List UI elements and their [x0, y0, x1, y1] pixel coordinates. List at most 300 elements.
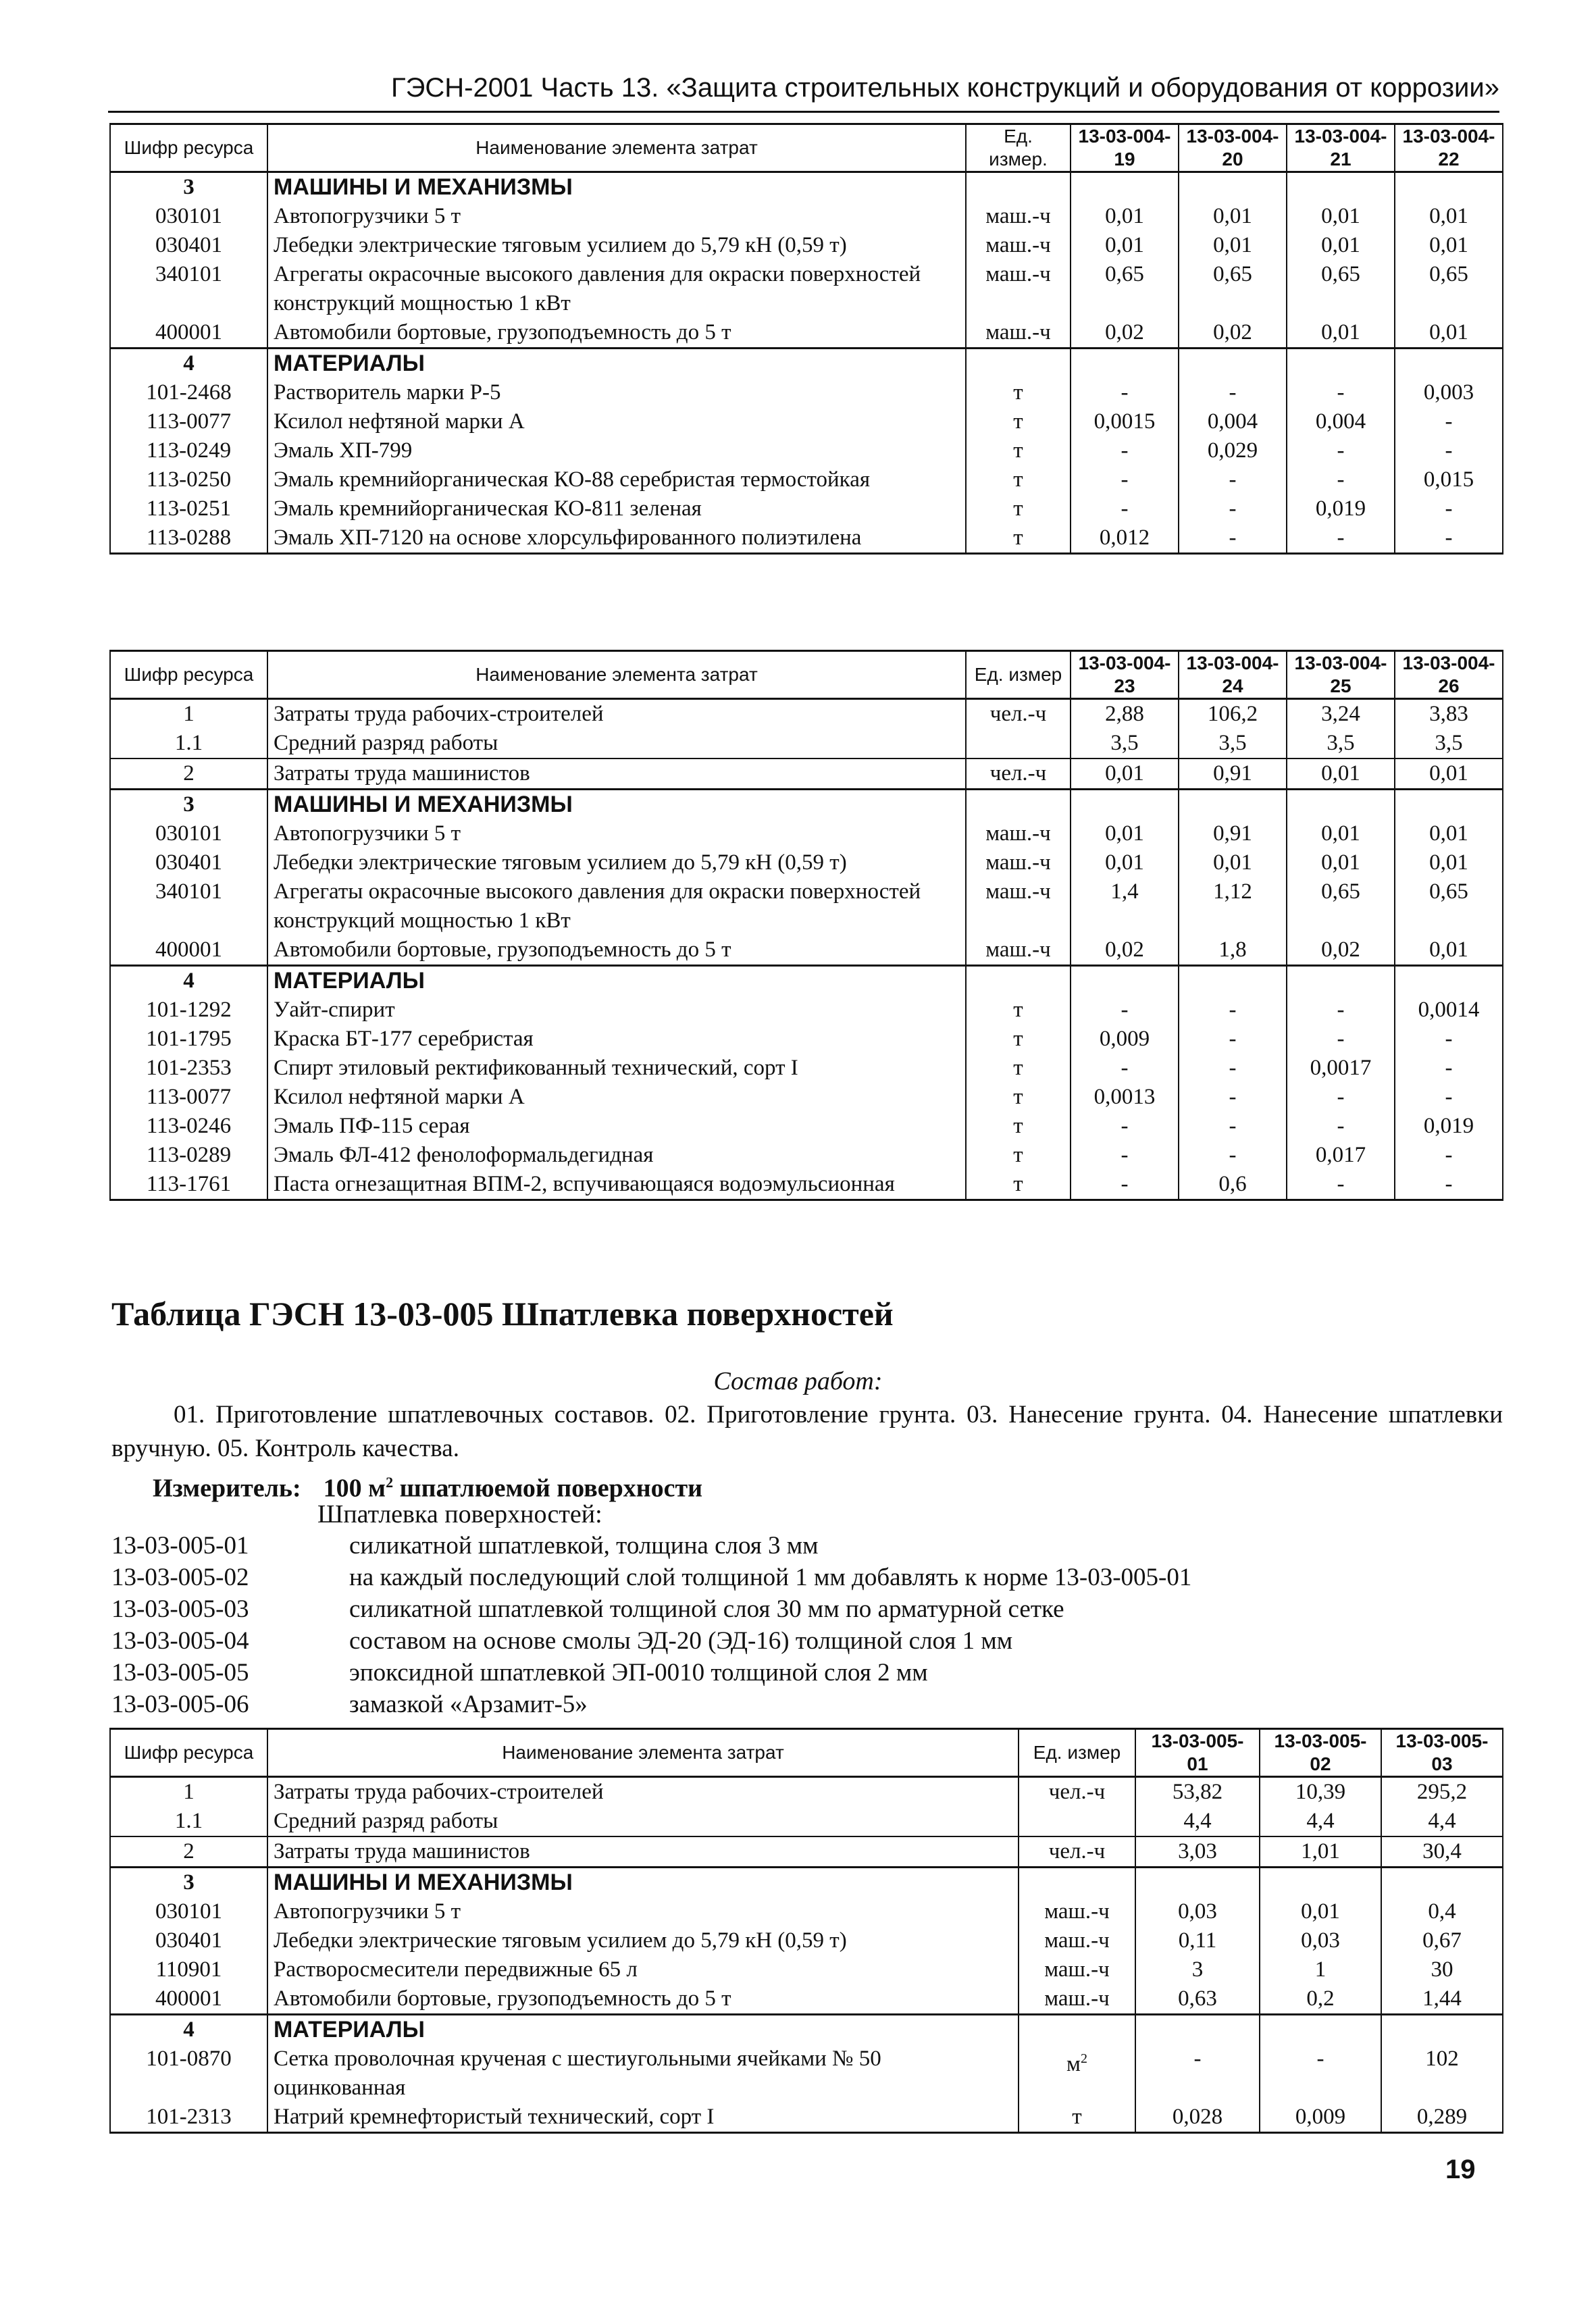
resource-unit [966, 378, 1071, 407]
norm-value: - [1260, 2045, 1381, 2103]
norm-value: 3,5 [1179, 729, 1287, 759]
norm-value: - [1395, 1054, 1503, 1083]
unit-text: т [1013, 525, 1023, 550]
resource-name: Агрегаты окрасочные высокого давления для окраски поверхностей конструкций мощностью 1 кВт [267, 260, 966, 318]
norm-item-code: 13-03-005-06 [111, 1691, 249, 1718]
norm-value: - [1287, 523, 1395, 554]
table-row [110, 1141, 1503, 1170]
table-row [110, 2045, 1503, 2103]
norm-value: 30 [1381, 1955, 1503, 1984]
norm-value [1287, 172, 1395, 203]
resource-table-004-19-22 [109, 123, 1503, 555]
norm-value: - [1287, 1112, 1395, 1141]
resource-name: Затраты труда рабочих-строителей [267, 699, 966, 729]
header-norm: 13-03-005-02 [1260, 1729, 1381, 1777]
norm-item [111, 1689, 1503, 1720]
resource-name: Агрегаты окрасочные высокого давления для окраски поверхностей конструкций мощностью 1 кВт [267, 877, 966, 935]
resource-unit [966, 523, 1071, 554]
header-norm: 13-03-004-20 [1179, 124, 1287, 172]
resource-code: 113-0250 [110, 465, 267, 494]
unit-text: чел.-ч [989, 761, 1047, 786]
table-row [110, 494, 1503, 523]
resource-code: 113-1761 [110, 1170, 267, 1200]
resource-unit [966, 1083, 1071, 1112]
norm-value: 2,88 [1071, 699, 1179, 729]
resource-code: 110901 [110, 1955, 267, 1984]
table-row [110, 935, 1503, 966]
norm-value: 0,91 [1179, 819, 1287, 848]
resource-name: МАТЕРИАЛЫ [267, 349, 966, 379]
header-unit: Ед. измер [966, 651, 1071, 699]
unit-text: маш.-ч [985, 879, 1051, 904]
header-unit: Ед. измер. [966, 124, 1071, 172]
resource-code: 340101 [110, 260, 267, 318]
norm-value [1395, 172, 1503, 203]
header-norm: 13-03-004-25 [1287, 651, 1395, 699]
norm-value: 0,01 [1260, 1897, 1381, 1926]
norm-value: 0,01 [1395, 935, 1503, 966]
resource-name: Спирт этиловый ректификованный технический, сорт I [267, 1054, 966, 1083]
norm-value: 0,01 [1395, 318, 1503, 349]
resource-code: 400001 [110, 935, 267, 966]
resource-unit [966, 436, 1071, 465]
norm-value: 0,65 [1287, 877, 1395, 935]
norm-value: - [1071, 436, 1179, 465]
norm-value: 0,01 [1071, 848, 1179, 877]
resource-code: 101-2468 [110, 378, 267, 407]
resource-code: 1 [110, 1777, 267, 1807]
composition-heading: Состав работ: [713, 1367, 883, 1395]
norm-value: - [1395, 523, 1503, 554]
norm-value: - [1135, 2045, 1260, 2103]
resource-unit [966, 349, 1071, 379]
table-row [110, 1777, 1503, 1807]
norm-value: 0,01 [1071, 231, 1179, 260]
norm-item-text: составом на основе смолы ЭД-20 (ЭД-16) толщиной слоя 1 мм [349, 1627, 1013, 1655]
table-row [110, 436, 1503, 465]
norm-value [1179, 966, 1287, 996]
norm-value [1179, 349, 1287, 379]
header-name: Наименование элемента затрат [267, 651, 966, 699]
resource-code: 113-0289 [110, 1141, 267, 1170]
meter-label: Измеритель: [153, 1474, 301, 1503]
norm-value: 0,67 [1381, 1926, 1503, 1955]
resource-unit [966, 819, 1071, 848]
resource-code: 3 [110, 1868, 267, 1898]
norm-item-code: 13-03-005-01 [111, 1532, 249, 1560]
norm-item-text: силикатной шпатлевкой, толщина слоя 3 мм [349, 1532, 819, 1560]
norm-value: - [1287, 1170, 1395, 1200]
table-row [110, 202, 1503, 231]
section-row [110, 349, 1503, 379]
resource-code: 340101 [110, 877, 267, 935]
norm-value [1071, 966, 1179, 996]
section-row [110, 172, 1503, 203]
header-name: Наименование элемента затрат [267, 124, 966, 172]
section-row [110, 2015, 1503, 2045]
table-row [110, 1054, 1503, 1083]
norm-value: - [1071, 1112, 1179, 1141]
resource-name: Краска БТ-177 серебристая [267, 1025, 966, 1054]
resource-name: Лебедки электрические тяговым усилием до 5,79 кН (0,59 т) [267, 1926, 1019, 1955]
unit-text: т [1013, 998, 1023, 1022]
table-row [110, 848, 1503, 877]
resource-code: 3 [110, 172, 267, 203]
norm-value: - [1071, 1141, 1179, 1170]
header-code: Шифр ресурса [110, 124, 267, 172]
norm-value [1381, 1868, 1503, 1898]
resource-unit [966, 1141, 1071, 1170]
resource-code: 400001 [110, 318, 267, 349]
resource-table-005 [109, 1728, 1503, 2134]
norm-item-code: 13-03-005-04 [111, 1627, 249, 1655]
unit-text: м [1066, 2052, 1081, 2076]
resource-table-004-23-26 [109, 650, 1503, 1201]
norm-value: 0,65 [1071, 260, 1179, 318]
resource-unit [966, 935, 1071, 966]
norm-value: - [1179, 378, 1287, 407]
norm-value: 0,0013 [1071, 1083, 1179, 1112]
resource-code: 400001 [110, 1984, 267, 2015]
resource-unit [1019, 2103, 1135, 2133]
norm-value: - [1395, 1083, 1503, 1112]
resource-name: Средний разряд работы [267, 1807, 1019, 1836]
norm-value [1381, 2015, 1503, 2045]
norm-value [1287, 790, 1395, 820]
resource-unit [1019, 2045, 1135, 2103]
unit-text: маш.-ч [985, 850, 1051, 875]
norm-value: - [1179, 1083, 1287, 1112]
norm-value: 0,65 [1395, 260, 1503, 318]
table-row [110, 729, 1503, 759]
resource-unit [966, 465, 1071, 494]
norm-value: - [1179, 465, 1287, 494]
resource-name: МАШИНЫ И МЕХАНИЗМЫ [267, 790, 966, 820]
header-code: Шифр ресурса [110, 1729, 267, 1777]
norm-value: 0,63 [1135, 1984, 1260, 2015]
table-header-row [110, 651, 1503, 699]
norm-value: 0,01 [1395, 202, 1503, 231]
norm-value: 3,5 [1287, 729, 1395, 759]
resource-code: 030101 [110, 819, 267, 848]
norm-value: 0,015 [1395, 465, 1503, 494]
table-row [110, 877, 1503, 935]
unit-text: маш.-ч [1044, 1986, 1110, 2011]
norm-value: - [1071, 494, 1179, 523]
norm-item-code: 13-03-005-03 [111, 1595, 249, 1623]
resource-unit [966, 699, 1071, 729]
resource-unit [966, 966, 1071, 996]
table-row [110, 1836, 1503, 1868]
unit-text: т [1013, 1143, 1023, 1167]
resource-unit [966, 231, 1071, 260]
norm-value: 3,24 [1287, 699, 1395, 729]
resource-name: Эмаль ХП-7120 на основе хлорсульфированного полиэтилена [267, 523, 966, 554]
norm-value: 3,5 [1071, 729, 1179, 759]
resource-unit [966, 1054, 1071, 1083]
norm-value: 1,01 [1260, 1836, 1381, 1868]
norm-item-code: 13-03-005-05 [111, 1659, 249, 1687]
resource-name: Автомобили бортовые, грузоподъемность до 5 т [267, 1984, 1019, 2015]
resource-name: МАТЕРИАЛЫ [267, 2015, 1019, 2045]
norm-value: 0,02 [1071, 935, 1179, 966]
unit-text: маш.-ч [985, 320, 1051, 344]
resource-name: Натрий кремнефтористый технический, сорт I [267, 2103, 1019, 2133]
resource-name: Лебедки электрические тяговым усилием до 5,79 кН (0,59 т) [267, 848, 966, 877]
resource-code: 030101 [110, 1897, 267, 1926]
resource-unit [966, 318, 1071, 349]
norm-value: - [1071, 1170, 1179, 1200]
resource-code: 113-0246 [110, 1112, 267, 1141]
resource-code: 4 [110, 966, 267, 996]
resource-unit [966, 790, 1071, 820]
norm-value [1395, 790, 1503, 820]
norm-value: - [1179, 1141, 1287, 1170]
unit-text: т [1013, 1027, 1023, 1051]
norm-value: 0,0014 [1395, 996, 1503, 1025]
resource-unit [1019, 1897, 1135, 1926]
norm-item-code: 13-03-005-02 [111, 1564, 249, 1591]
table-row [110, 996, 1503, 1025]
section-row [110, 790, 1503, 820]
norm-value: 0,03 [1135, 1897, 1260, 1926]
meter-rest: шпатлюемой поверхности [399, 1474, 703, 1503]
resource-code: 1.1 [110, 1807, 267, 1836]
norm-value: 3 [1135, 1955, 1260, 1984]
resource-unit [1019, 1836, 1135, 1868]
header-norm: 13-03-004-19 [1071, 124, 1179, 172]
norm-value: 0,91 [1179, 759, 1287, 790]
unit-text: маш.-ч [1044, 1928, 1110, 1953]
meter-sup: 2 [386, 1474, 394, 1491]
table-row [110, 378, 1503, 407]
norm-value: 1,8 [1179, 935, 1287, 966]
norm-value: 0,289 [1381, 2103, 1503, 2133]
norm-value: 0,01 [1287, 819, 1395, 848]
resource-unit [1019, 1955, 1135, 1984]
resource-name: Автопогрузчики 5 т [267, 202, 966, 231]
norm-value: 0,012 [1071, 523, 1179, 554]
meter-value: 100 м [323, 1474, 386, 1503]
resource-unit [966, 260, 1071, 318]
norm-value [1287, 349, 1395, 379]
norm-value [1260, 2015, 1381, 2045]
items-intro: Шпатлевка поверхностей: [317, 1500, 602, 1528]
resource-code: 1 [110, 699, 267, 729]
table-title: Таблица ГЭСН 13-03-005 Шпатлевка поверхностей [111, 1295, 894, 1333]
resource-name: Автопогрузчики 5 т [267, 1897, 1019, 1926]
norm-item [111, 1625, 1503, 1657]
norm-value: 0,01 [1179, 202, 1287, 231]
page-number: 19 [1445, 2155, 1476, 2184]
unit-text: т [1013, 1114, 1023, 1138]
header-code: Шифр ресурса [110, 651, 267, 699]
resource-code: 4 [110, 2015, 267, 2045]
resource-code: 101-0870 [110, 2045, 267, 2103]
norm-value: 0,11 [1135, 1926, 1260, 1955]
table-row [110, 2103, 1503, 2133]
norm-value: - [1395, 407, 1503, 436]
norm-value: 0,028 [1135, 2103, 1260, 2133]
header-norm: 13-03-004-24 [1179, 651, 1287, 699]
resource-unit [966, 877, 1071, 935]
resource-name: Паста огнезащитная ВПМ-2, вспучивающаяся водоэмульсионная [267, 1170, 966, 1200]
norm-value [1071, 172, 1179, 203]
resource-name: Эмаль ФЛ-412 фенолоформальдегидная [267, 1141, 966, 1170]
table-header-row [110, 124, 1503, 172]
norm-value: 0,01 [1287, 759, 1395, 790]
norm-value: 0,01 [1179, 231, 1287, 260]
table-row [110, 1083, 1503, 1112]
norm-item-text: на каждый последующий слой толщиной 1 мм добавлять к норме 13-03-005-01 [349, 1564, 1192, 1591]
norm-value: - [1395, 1170, 1503, 1200]
norm-value: 53,82 [1135, 1777, 1260, 1807]
resource-unit [966, 1025, 1071, 1054]
table-row [110, 1025, 1503, 1054]
norm-value: 0,019 [1395, 1112, 1503, 1141]
resource-name: Автомобили бортовые, грузоподъемность до 5 т [267, 318, 966, 349]
section-row [110, 966, 1503, 996]
table-row [110, 1807, 1503, 1836]
table-row [110, 819, 1503, 848]
resource-name: Ксилол нефтяной марки А [267, 1083, 966, 1112]
norm-value [1395, 966, 1503, 996]
norm-value: 0,017 [1287, 1141, 1395, 1170]
unit-text: маш.-ч [985, 204, 1051, 228]
resource-code: 101-1292 [110, 996, 267, 1025]
resource-name: МАТЕРИАЛЫ [267, 966, 966, 996]
table-row [110, 318, 1503, 349]
resource-unit [966, 729, 1071, 759]
resource-code: 101-2353 [110, 1054, 267, 1083]
resource-code: 4 [110, 349, 267, 379]
resource-name: Эмаль ПФ-115 серая [267, 1112, 966, 1141]
norm-value: 0,01 [1287, 202, 1395, 231]
norm-value: 0,01 [1287, 231, 1395, 260]
norm-value: 0,01 [1287, 318, 1395, 349]
header-norm: 13-03-005-03 [1381, 1729, 1503, 1777]
norm-value: - [1071, 996, 1179, 1025]
resource-name: Средний разряд работы [267, 729, 966, 759]
norm-value: 0,004 [1287, 407, 1395, 436]
norm-value: 0,03 [1260, 1926, 1381, 1955]
table-row [110, 759, 1503, 790]
resource-name: Сетка проволочная крученая с шестиугольными ячейками № 50 оцинкованная [267, 2045, 1019, 2103]
norm-value: 0,0015 [1071, 407, 1179, 436]
norm-value: - [1395, 494, 1503, 523]
resource-name: Затраты труда рабочих-строителей [267, 1777, 1019, 1807]
table-row [110, 699, 1503, 729]
resource-name: Растворосмесители передвижные 65 л [267, 1955, 1019, 1984]
norm-value [1179, 790, 1287, 820]
running-header: ГЭСН-2001 Часть 13. «Защита строительных конструкций и оборудования от коррозии» [108, 70, 1499, 113]
resource-unit [966, 1170, 1071, 1200]
norm-value: 0,009 [1260, 2103, 1381, 2133]
resource-name: Эмаль кремнийорганическая КО-811 зеленая [267, 494, 966, 523]
table-row [110, 523, 1503, 554]
norm-value: - [1395, 436, 1503, 465]
norm-value: 0,02 [1071, 318, 1179, 349]
norm-value: 0,01 [1071, 819, 1179, 848]
unit-text: т [1013, 438, 1023, 463]
norm-value: 1,12 [1179, 877, 1287, 935]
table-row [110, 1112, 1503, 1141]
composition-text: 01. Приготовление шпатлевочных составов. 02. Приготовление грунта. 03. Нанесение грунта. 04. Нанесение шпатлевки вручную. 05. Контроль качества. [111, 1401, 1503, 1462]
resource-code: 1.1 [110, 729, 267, 759]
resource-unit [966, 407, 1071, 436]
norm-value [1071, 349, 1179, 379]
norm-item-text: замазкой «Арзамит-5» [349, 1691, 588, 1718]
unit-text: маш.-ч [985, 821, 1051, 846]
header-norm: 13-03-004-26 [1395, 651, 1503, 699]
norm-value: 0,01 [1395, 231, 1503, 260]
norm-value: 1,4 [1071, 877, 1179, 935]
norm-value: - [1071, 1054, 1179, 1083]
norm-value: 10,39 [1260, 1777, 1381, 1807]
norm-value: 4,4 [1260, 1807, 1381, 1836]
resource-name: Уайт-спирит [267, 996, 966, 1025]
resource-code: 3 [110, 790, 267, 820]
unit-text: маш.-ч [1044, 1957, 1110, 1982]
norm-value: 0,4 [1381, 1897, 1503, 1926]
resource-unit [1019, 1777, 1135, 1807]
table-row [110, 407, 1503, 436]
norm-value: 0,009 [1071, 1025, 1179, 1054]
resource-name: Ксилол нефтяной марки А [267, 407, 966, 436]
table-row [110, 1897, 1503, 1926]
resource-unit [966, 494, 1071, 523]
norm-value: - [1179, 996, 1287, 1025]
unit-text: маш.-ч [985, 262, 1051, 286]
header-unit: Ед. измер [1019, 1729, 1135, 1777]
norm-value: 3,83 [1395, 699, 1503, 729]
table-row [110, 1955, 1503, 1984]
unit-text: т [1013, 496, 1023, 521]
norm-value: 102 [1381, 2045, 1503, 2103]
resource-unit [966, 759, 1071, 790]
resource-code: 2 [110, 759, 267, 790]
resource-code: 113-0251 [110, 494, 267, 523]
table-row [110, 1926, 1503, 1955]
norm-value: 0,02 [1179, 318, 1287, 349]
unit-text: т [1013, 1056, 1023, 1080]
norm-value: 0,65 [1395, 877, 1503, 935]
resource-code: 113-0077 [110, 1083, 267, 1112]
norm-item [111, 1593, 1503, 1625]
norm-value: 0,6 [1179, 1170, 1287, 1200]
norm-value: - [1287, 996, 1395, 1025]
norm-value: 0,004 [1179, 407, 1287, 436]
resource-name: Автомобили бортовые, грузоподъемность до 5 т [267, 935, 966, 966]
resource-name: Эмаль ХП-799 [267, 436, 966, 465]
header-norm: 13-03-005-01 [1135, 1729, 1260, 1777]
resource-code: 113-0077 [110, 407, 267, 436]
resource-unit [966, 202, 1071, 231]
norm-value: - [1179, 1112, 1287, 1141]
norm-value: - [1395, 1025, 1503, 1054]
resource-code: 030401 [110, 231, 267, 260]
norm-value: - [1179, 494, 1287, 523]
norm-value: 1,44 [1381, 1984, 1503, 2015]
norm-value: - [1287, 378, 1395, 407]
norm-item-text: эпоксидной шпатлевкой ЭП-0010 толщиной слоя 2 мм [349, 1659, 928, 1687]
norm-value: 0,2 [1260, 1984, 1381, 2015]
resource-name: Автопогрузчики 5 т [267, 819, 966, 848]
norm-value: - [1179, 1025, 1287, 1054]
unit-text: маш.-ч [1044, 1899, 1110, 1924]
header-norm: 13-03-004-21 [1287, 124, 1395, 172]
norm-value: - [1071, 378, 1179, 407]
